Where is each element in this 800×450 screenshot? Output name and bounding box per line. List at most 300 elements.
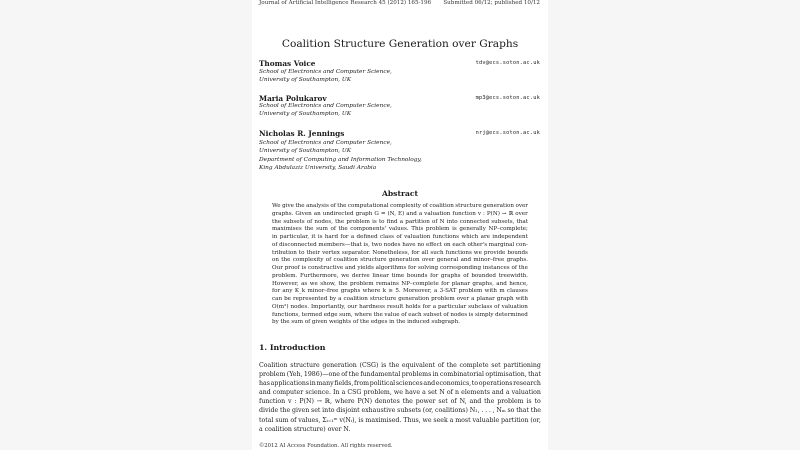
word: in: [272, 234, 278, 240]
word: of: [272, 241, 278, 248]
abstract-line: [272, 250, 528, 258]
word: N.: [343, 425, 351, 433]
word: for: [272, 288, 281, 295]
word: of: [306, 218, 313, 225]
word: of: [325, 257, 332, 264]
word: valuation: [501, 303, 528, 310]
word: yields: [357, 265, 374, 271]
word: in: [309, 380, 316, 388]
word: given: [291, 407, 310, 415]
word: graph: [496, 296, 514, 302]
word: treewidth.: [498, 272, 528, 279]
word: a: [399, 218, 404, 225]
word: of: [432, 218, 438, 225]
abstract-line: [272, 304, 528, 312]
word: the: [389, 362, 400, 369]
author-name: Thomas Voice: [259, 59, 316, 68]
journal-header: Journal of Artificial Intelligence Research 45 (2012) 165-196: [259, 0, 432, 6]
word: two: [371, 241, 383, 248]
word: a: [432, 303, 437, 310]
word: computational: [347, 203, 389, 209]
word: nodes: [450, 311, 468, 318]
word: hardness: [359, 303, 385, 310]
author-affiliation: School of Electronics and Computer Science,: [259, 103, 392, 109]
word: such: [430, 249, 444, 256]
author-name: Maria Polukarov: [259, 94, 327, 103]
word: given: [311, 319, 328, 326]
word: (or,: [422, 407, 434, 415]
word: structure: [360, 257, 387, 264]
word: elements: [461, 389, 490, 397]
word: partitioning: [503, 362, 541, 369]
word: Thus,: [403, 416, 421, 424]
word: for: [441, 280, 450, 287]
word: be: [284, 296, 291, 302]
word: power: [415, 398, 436, 406]
word: of: [511, 265, 517, 271]
word: over: [515, 210, 528, 217]
word: into: [322, 407, 335, 415]
word: in: [432, 371, 439, 379]
word: problem: [458, 288, 483, 295]
word: of: [330, 226, 336, 233]
word: to: [534, 398, 541, 406]
word: and: [406, 210, 417, 217]
word: ≥: [388, 288, 394, 295]
word: bounds: [507, 249, 528, 256]
word: corresponding: [439, 265, 482, 271]
word: tribution: [272, 249, 297, 256]
word: economics,: [435, 380, 472, 388]
word: (CSG): [359, 362, 379, 369]
word: v: [477, 210, 481, 217]
word: set: [427, 389, 438, 397]
word: which: [461, 234, 479, 240]
intro-line: [259, 370, 541, 379]
word: that: [516, 218, 528, 225]
abstract-line: [272, 312, 528, 320]
word: maximises: [272, 226, 302, 233]
intro-line: [259, 397, 541, 406]
word: .: [481, 407, 484, 415]
word: connected: [459, 218, 490, 225]
word: of: [463, 272, 469, 279]
word: divide: [259, 407, 279, 415]
word: =: [380, 210, 386, 217]
word: total: [259, 416, 274, 424]
word: on: [443, 241, 451, 248]
word: ℝ: [508, 210, 514, 217]
word: each: [452, 241, 466, 248]
word: with: [484, 288, 498, 295]
word: many: [316, 380, 334, 388]
word: valuable: [472, 416, 500, 424]
word: P(N): [357, 398, 373, 406]
abstract-line: [272, 219, 528, 227]
word: minor–free: [473, 257, 505, 264]
word: valuation: [424, 210, 451, 217]
word: valuation: [404, 234, 431, 240]
word: graphs.: [272, 210, 294, 217]
word: is,: [363, 241, 370, 248]
word: values,: [298, 416, 321, 424]
word: N,: [459, 398, 467, 406]
word: the: [338, 280, 348, 287]
abstract-line: [272, 257, 528, 265]
word: Given: [295, 210, 312, 217]
word: subsets: [397, 407, 421, 415]
word: the: [402, 398, 413, 406]
word: .: [488, 407, 491, 415]
word: the: [335, 218, 345, 225]
word: nodes: [383, 241, 401, 248]
word: the: [295, 203, 305, 209]
author-email[interactable]: mp3@ecs.soton.ac.uk: [475, 95, 540, 101]
word: structure: [455, 203, 482, 209]
word: disconnected: [279, 241, 317, 248]
word: E): [398, 210, 405, 217]
word: an: [313, 210, 321, 217]
word: ,: [492, 407, 495, 415]
word: of: [341, 371, 348, 379]
word: k: [382, 288, 387, 295]
word: vertex: [322, 249, 340, 256]
word: determined: [495, 311, 528, 318]
word: nodes.: [290, 303, 309, 310]
intro-line: [259, 361, 541, 370]
word: →: [501, 210, 507, 217]
word: undirected: [322, 210, 354, 217]
word: nodes,: [314, 218, 333, 225]
word: partition: [500, 416, 529, 424]
word: problems: [401, 371, 432, 379]
word: Moreover,: [402, 288, 432, 295]
word: where: [334, 398, 355, 406]
word: O(m²): [272, 303, 289, 310]
word: coalition: [333, 257, 358, 264]
word: (Yeh,: [286, 371, 303, 379]
word: Importantly,: [310, 303, 346, 310]
word: problem: [346, 218, 370, 225]
word: .: [485, 407, 488, 415]
word: function: [259, 398, 286, 406]
word: the: [373, 311, 383, 318]
word: of: [396, 234, 402, 240]
word: the: [338, 226, 348, 233]
word: generation: [483, 203, 514, 209]
word: separator.: [341, 249, 371, 256]
word: planar: [476, 296, 495, 302]
word: each: [408, 311, 422, 318]
copyright-footer: ©2012 AI Access Foundation. All rights reserved.: [259, 443, 393, 449]
word: of: [330, 203, 336, 209]
word: have: [405, 389, 421, 397]
word: is: [468, 311, 474, 318]
word: of: [437, 362, 444, 369]
author-affiliation: University of Southampton, UK: [259, 111, 352, 117]
word: coalition: [343, 296, 368, 302]
submission-dates: Submitted 06/12; published 10/12: [443, 0, 540, 6]
intro-line: [259, 425, 541, 434]
word: Coalition: [259, 362, 288, 369]
abstract-line: [272, 296, 528, 304]
word: remains: [375, 280, 399, 287]
word: problem: [425, 226, 450, 233]
author-affiliation: University of Southampton, UK: [259, 77, 352, 83]
word: subset: [423, 311, 442, 318]
word: structure: [369, 296, 397, 302]
word: termed: [301, 311, 323, 318]
abstract-line: [272, 281, 528, 289]
word: 1986)—one: [303, 371, 340, 379]
word: equivalent: [401, 362, 436, 369]
word: weights: [328, 319, 352, 326]
word: is: [301, 265, 307, 271]
word: subclass: [468, 303, 493, 310]
word: and: [469, 398, 482, 406]
word: of: [352, 319, 359, 326]
word: problem: [431, 296, 455, 302]
word: the: [337, 203, 347, 209]
word: N: [439, 389, 445, 397]
word: of: [422, 203, 428, 209]
word: it: [311, 234, 316, 240]
word: of: [290, 416, 297, 424]
word: a: [434, 288, 438, 295]
word: minor–free: [307, 288, 339, 295]
abstract-line: [272, 226, 528, 234]
author-email[interactable]: tdv@ecs.soton.ac.uk: [475, 60, 540, 66]
intro-line: [259, 388, 541, 397]
word: sciences: [395, 380, 423, 388]
word: constructive: [308, 265, 344, 271]
word: →: [316, 398, 322, 406]
word: science.: [305, 389, 331, 397]
word: 5.: [395, 288, 401, 295]
word: instances: [482, 265, 510, 271]
word: NP–complete;: [488, 226, 528, 233]
word: a: [418, 210, 423, 217]
word: of: [450, 398, 457, 406]
word: particular,: [279, 234, 310, 240]
word: in: [389, 319, 395, 326]
word: algorithms: [375, 265, 407, 271]
word: CSG: [347, 389, 362, 397]
word: NP–complete: [401, 280, 439, 287]
word: and: [496, 280, 507, 287]
word: coalition: [264, 425, 292, 433]
word: This: [411, 226, 424, 233]
word: Our: [272, 265, 283, 271]
word: sum: [275, 416, 289, 424]
section-heading: 1. Introduction: [259, 343, 326, 352]
word: coalitions): [435, 407, 468, 415]
word: K_k: [294, 288, 306, 295]
word: values.: [388, 226, 409, 233]
word: of: [401, 311, 407, 318]
word: problem.: [272, 272, 298, 279]
author-name: Nicholas R. Jennings: [259, 129, 345, 138]
word: a: [341, 389, 346, 397]
word: components': [350, 226, 387, 233]
word: to: [471, 380, 479, 388]
word: and: [345, 265, 356, 271]
word: can: [272, 296, 283, 302]
author-affiliation: University of Southampton, UK: [259, 148, 352, 154]
word: P(N): [486, 210, 500, 217]
word: :: [294, 398, 297, 406]
word: However,: [272, 280, 299, 287]
word: so: [507, 407, 515, 415]
word: clauses: [506, 288, 528, 295]
word: graphs,: [472, 280, 494, 287]
author-affiliation: School of Electronics and Computer Science,: [259, 140, 392, 146]
word: generally: [459, 226, 486, 233]
word: the: [518, 265, 528, 271]
word: seek: [433, 416, 448, 424]
word: a: [338, 296, 342, 302]
word: applications: [270, 380, 310, 388]
word: that: [516, 407, 529, 415]
word: generation: [388, 257, 420, 264]
word: (or,: [530, 416, 541, 424]
word: of: [443, 311, 449, 318]
word: P(N): [299, 398, 314, 406]
word: and: [423, 380, 436, 388]
word: complexity: [292, 257, 324, 264]
word: the: [359, 319, 370, 326]
word: a: [471, 296, 475, 302]
abstract-line: [272, 242, 528, 250]
word: as: [301, 280, 308, 287]
word: bounds: [406, 272, 428, 279]
word: to: [298, 249, 305, 256]
word: optimisation,: [485, 371, 527, 379]
word: the: [281, 257, 291, 264]
word: structure: [290, 362, 320, 369]
word: sum: [316, 226, 328, 233]
abstract-line: [272, 203, 528, 211]
word: for: [340, 234, 349, 240]
word: a: [259, 425, 263, 433]
word: partition: [405, 218, 430, 225]
word: time: [391, 272, 405, 279]
word: into: [446, 218, 458, 225]
word: coalition: [429, 203, 454, 209]
word: linear: [372, 272, 389, 279]
word: we: [309, 280, 318, 287]
word: complexity: [390, 203, 421, 209]
word: graphs: [340, 288, 361, 295]
word: with: [515, 296, 528, 302]
intro-line: [259, 406, 541, 415]
word: hard: [324, 234, 339, 240]
word: to: [378, 218, 385, 225]
word: v(Nᵢ),: [339, 416, 357, 424]
word: (N,: [387, 210, 396, 217]
word: research: [513, 380, 541, 388]
word: proof: [284, 265, 300, 271]
word: for: [411, 249, 420, 256]
word: the: [446, 362, 457, 369]
abstract-line: [272, 234, 528, 242]
word: defined: [356, 234, 378, 240]
word: N₁,: [469, 407, 480, 415]
word: solving: [417, 265, 439, 271]
word: where: [362, 288, 381, 295]
word: find: [386, 218, 398, 225]
word: other's: [467, 241, 488, 248]
word: functions: [445, 249, 472, 256]
word: by: [272, 319, 279, 326]
word: a: [449, 416, 454, 424]
word: all: [421, 249, 429, 256]
word: of: [494, 303, 500, 310]
word: is: [526, 398, 532, 406]
word: graphs: [440, 272, 461, 279]
word: We: [272, 203, 281, 209]
word: the: [279, 407, 291, 415]
word: set: [311, 407, 321, 415]
word: generation: [322, 362, 357, 369]
word: is: [317, 234, 323, 240]
word: induced: [407, 319, 430, 326]
word: problem,: [363, 389, 392, 397]
word: of: [304, 319, 311, 326]
word: is: [381, 362, 387, 369]
author-affiliation: School of Electronics and Computer Science,: [259, 69, 392, 75]
word: :: [482, 210, 485, 217]
word: fundamental: [360, 371, 401, 379]
word: generation: [398, 296, 430, 302]
author-affiliation: King Abdulaziz University, Saudi Arabia: [259, 165, 377, 171]
word: In: [333, 389, 340, 397]
word: combinatorial: [440, 371, 484, 379]
word: show,: [320, 280, 336, 287]
word: Nonetheless,: [372, 249, 410, 256]
word: valuation: [511, 389, 541, 397]
intro-line: [259, 379, 541, 388]
abstract-line: [272, 273, 528, 281]
word: particular: [438, 303, 467, 310]
word: m: [499, 288, 505, 295]
word: class: [380, 234, 394, 240]
word: derive: [351, 272, 370, 279]
word: operations: [478, 380, 513, 388]
word: and: [491, 389, 504, 397]
word: sum: [291, 319, 304, 326]
word: and: [259, 389, 271, 397]
word: and: [460, 257, 472, 264]
word: over: [421, 257, 435, 264]
word: the: [530, 407, 541, 415]
word: no: [417, 241, 425, 248]
word: independent: [492, 234, 528, 240]
word: con-: [515, 241, 528, 248]
word: edge: [323, 311, 338, 318]
word: holds: [405, 303, 421, 310]
word: is: [372, 218, 377, 225]
abstract-line: [272, 288, 528, 296]
author-email[interactable]: nrj@ecs.soton.ac.uk: [475, 130, 540, 136]
word: the: [280, 319, 290, 326]
word: we: [422, 416, 432, 424]
word: we: [473, 249, 482, 256]
word: denotes: [374, 398, 400, 406]
word: the: [348, 371, 359, 379]
word: is: [452, 226, 457, 233]
word: marginal: [488, 241, 515, 248]
